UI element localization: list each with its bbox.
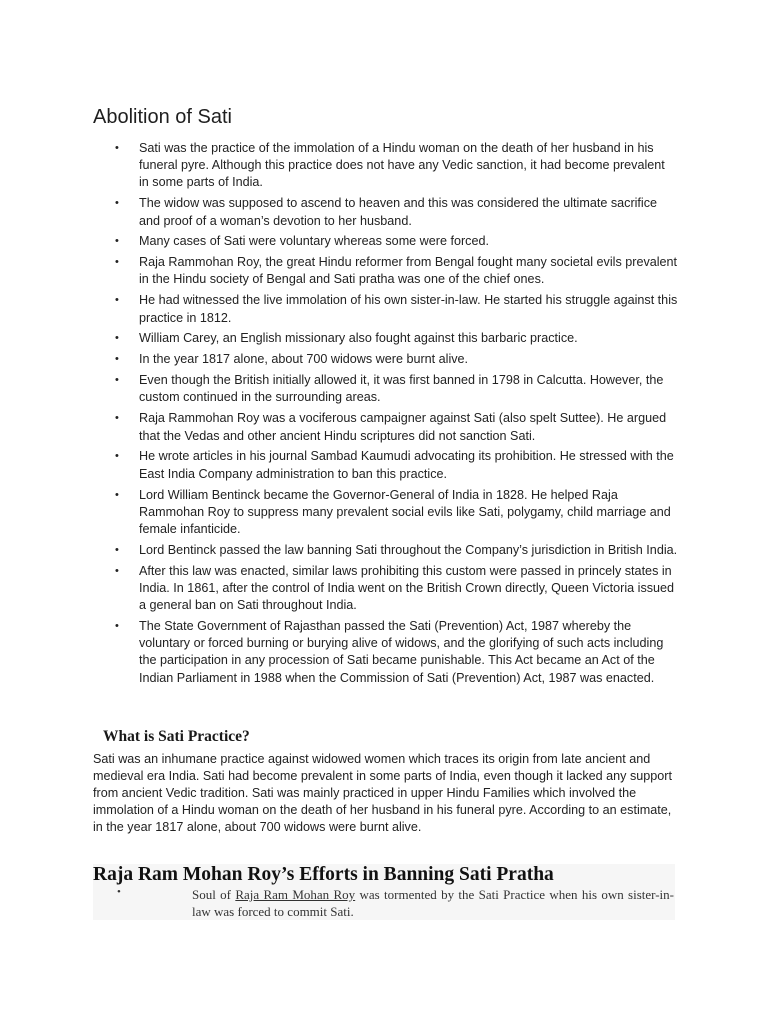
list-item: • Raja Rammohan Roy, the great Hindu reformer from Bengal fought many societal evils prevalent in the Hindu society of Bengal and Sati pratha was one of the chief ones. <box>113 254 678 288</box>
list-item: • The State Government of Rajasthan passed the Sati (Prevention) Act, 1987 whereby the voluntary or forced burning or burying alive of widows, and the glorifying of such acts including the participation in any procession of Sati became punishable. This Act became an Act of the Indian Parliament in 1988 when the Commission of Sati (Prevention) Act, 1987 was enacted. <box>113 618 678 687</box>
raja-ram-mohan-roy-link[interactable]: Raja Ram Mohan Roy <box>235 887 356 902</box>
list-item: • He wrote articles in his journal Sambad Kaumudi advocating its prohibition. He stressed with the East India Company administration to ban this practice. <box>113 448 678 482</box>
bullet-list <box>113 140 678 691</box>
efforts-bullet-prefix: Soul of <box>192 887 231 902</box>
section-heading-what-is: What is Sati Practice? <box>103 728 250 745</box>
list-item: • William Carey, an English missionary also fought against this barbaric practice. <box>113 330 678 347</box>
section-paragraph-what-is: Sati was an inhumane practice against widowed women which traces its origin from late ancient and medieval era India. Sati had become prevalent in some parts of India, even though it lacked any support from ancient Vedic tradition. Sati was mainly practiced in upper Hindu Families which involved the immolation of a Hindu woman on the death of her husband in his funeral pyre. According to an estimate, in the year 1817 alone, about 700 widows were burnt alive. <box>93 752 672 835</box>
list-item: • Raja Rammohan Roy was a vociferous campaigner against Sati (also spelt Suttee). He argued that the Vedas and other ancient Hindu scriptures did not sanction Sati. <box>113 410 678 444</box>
list-item: • The widow was supposed to ascend to heaven and this was considered the ultimate sacrifice and proof of a woman’s devotion to her husband. <box>113 195 678 229</box>
efforts-bullet-suffix: was tormented by the Sati Practice when his own sister-in-law was forced to commit Sati. <box>192 887 674 919</box>
list-item: • Sati was the practice of the immolation of a Hindu woman on the death of her husband in his funeral pyre. Although this practice does not have any Vedic sanction, it had become prevalent in some parts of India. <box>113 140 678 192</box>
bullet-dot: • <box>117 886 121 898</box>
list-item: • In the year 1817 alone, about 700 widows were burnt alive. <box>113 351 678 368</box>
page-title: Abolition of Sati <box>93 106 232 128</box>
section-heading-efforts: Raja Ram Mohan Roy’s Efforts in Banning Sati Pratha <box>93 864 554 885</box>
list-item: • Even though the British initially allowed it, it was first banned in 1798 in Calcutta. However, the custom continued in the surrounding areas. <box>113 372 678 406</box>
list-item: • Many cases of Sati were voluntary whereas some were forced. <box>113 233 678 250</box>
list-item: • Lord William Bentinck became the Governor-General of India in 1828. He helped Raja Rammohan Roy to suppress many prevalent social evils like Sati, polygamy, child marriage and female infanticide. <box>113 487 678 539</box>
efforts-bullet <box>116 886 674 920</box>
list-item: • After this law was enacted, similar laws prohibiting this custom were passed in princely states in India. In 1861, after the control of India went on the British Crown directly, Queen Victoria issued a general ban on Sati throughout India. <box>113 563 678 615</box>
list-item: • Lord Bentinck passed the law banning Sati throughout the Company’s jurisdiction in British India. <box>113 542 678 559</box>
list-item: • He had witnessed the live immolation of his own sister-in-law. He started his struggle against this practice in 1812. <box>113 292 678 326</box>
